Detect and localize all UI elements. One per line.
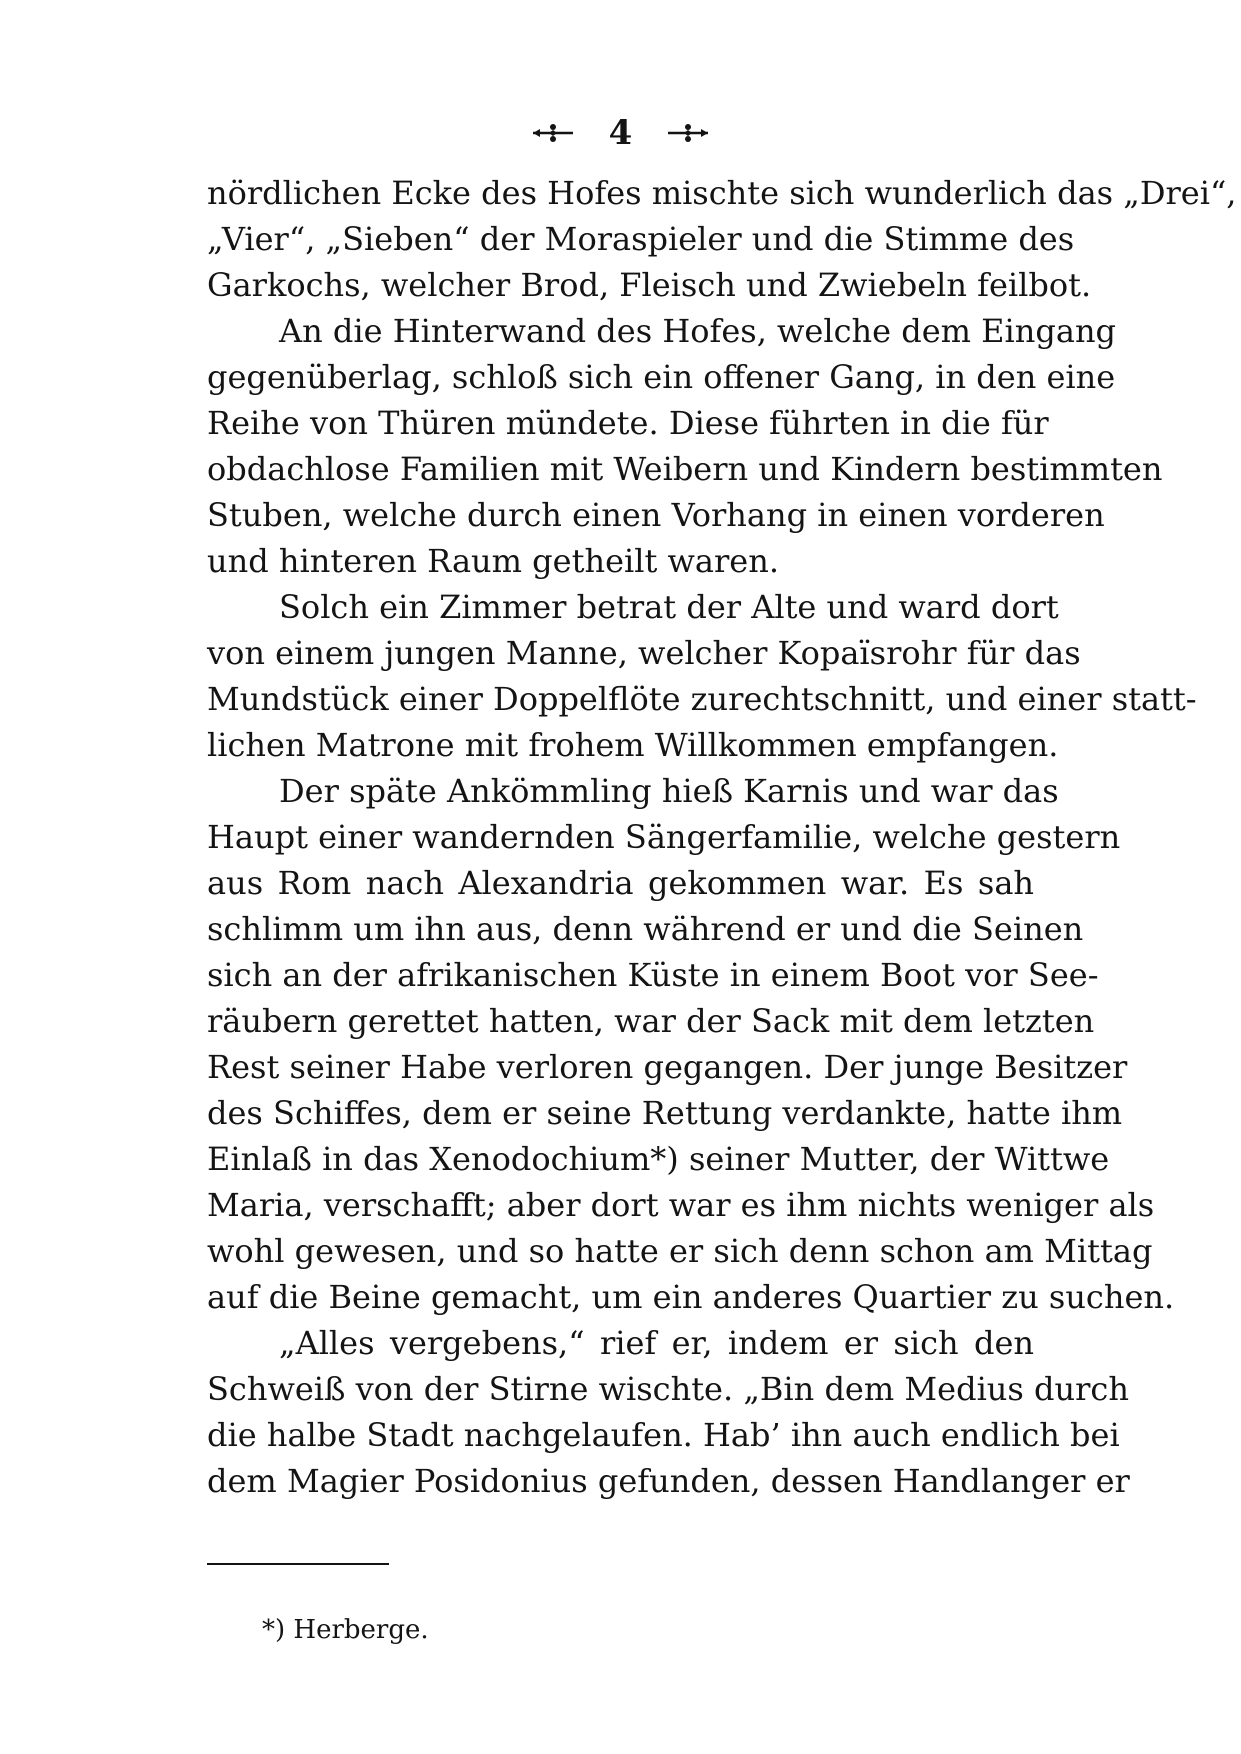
body-text [207,170,1237,1504]
text-line: lichen Matrone mit frohem Willkommen empfangen. [207,726,1059,764]
text-line: räubern gerettet hatten, war der Sack mit dem letzten [207,1002,1095,1040]
text-line: Rest seiner Habe verloren gegangen. Der junge Besitzer [207,1048,1128,1086]
text-line: gegenüberlag, schloß sich ein offener Gang, in den eine [207,358,1116,396]
text-line: „Alles vergebens,“ rief er, indem er sich den [279,1324,1034,1362]
text-line: sich an der afrikanischen Küste in einem Boot vor See- [207,956,1099,994]
text-line: Reihe von Thüren mündete. Diese führten in die für [207,404,1049,442]
text-line: die halbe Stadt nachgelaufen. Hab’ ihn auch endlich bei [207,1416,1120,1454]
text-line: Garkochs, welcher Brod, Fleisch und Zwiebeln feilbot. [207,266,1092,304]
text-line: wohl gewesen, und so hatte er sich denn schon am Mittag [207,1232,1153,1270]
text-line: von einem jungen Manne, welcher Kopaïsrohr für das [207,634,1081,672]
right-ornament-icon [666,122,710,144]
text-line: auf die Beine gemacht, um ein anderes Quartier zu suchen. [207,1278,1175,1316]
text-line: Mundstück einer Doppelflöte zurechtschnitt, und einer statt- [207,680,1197,718]
text-line: Einlaß in das Xenodochium*) seiner Mutter, der Wittwe [207,1140,1110,1178]
text-line: nördlichen Ecke des Hofes mischte sich wunderlich das „Drei“, [207,174,1237,212]
text-line: Stuben, welche durch einen Vorhang in einen vorderen [207,496,1105,534]
text-line: dem Magier Posidonius gefunden, dessen Handlanger er [207,1462,1130,1500]
text-line: schlimm um ihn aus, denn während er und die Seinen [207,910,1084,948]
text-line: „Vier“, „Sieben“ der Moraspieler und die Stimme des [207,220,1075,258]
text-line: Solch ein Zimmer betrat der Alte und ward dort [279,588,1059,626]
left-ornament-icon [531,122,575,144]
text-line: An die Hinterwand des Hofes, welche dem Eingang [279,312,1117,350]
text-line: und hinteren Raum getheilt waren. [207,542,779,580]
text-line: Maria, verschafft; aber dort war es ihm nichts weniger als [207,1186,1155,1224]
text-line: aus Rom nach Alexandria gekommen war. Es sah [207,864,1034,902]
page-header [0,113,1241,153]
text-line: Schweiß von der Stirne wischte. „Bin dem Medius durch [207,1370,1129,1408]
footnote-rule [207,1563,389,1565]
footnote: *) Herberge. [262,1615,429,1645]
text-line: Haupt einer wandernden Sängerfamilie, welche gestern [207,818,1121,856]
text-line: obdachlose Familien mit Weibern und Kindern bestimmten [207,450,1163,488]
text-line: Der späte Ankömmling hieß Karnis und war das [279,772,1059,810]
page-number: 4 [608,113,633,153]
text-line: des Schiffes, dem er seine Rettung verdankte, hatte ihm [207,1094,1123,1132]
